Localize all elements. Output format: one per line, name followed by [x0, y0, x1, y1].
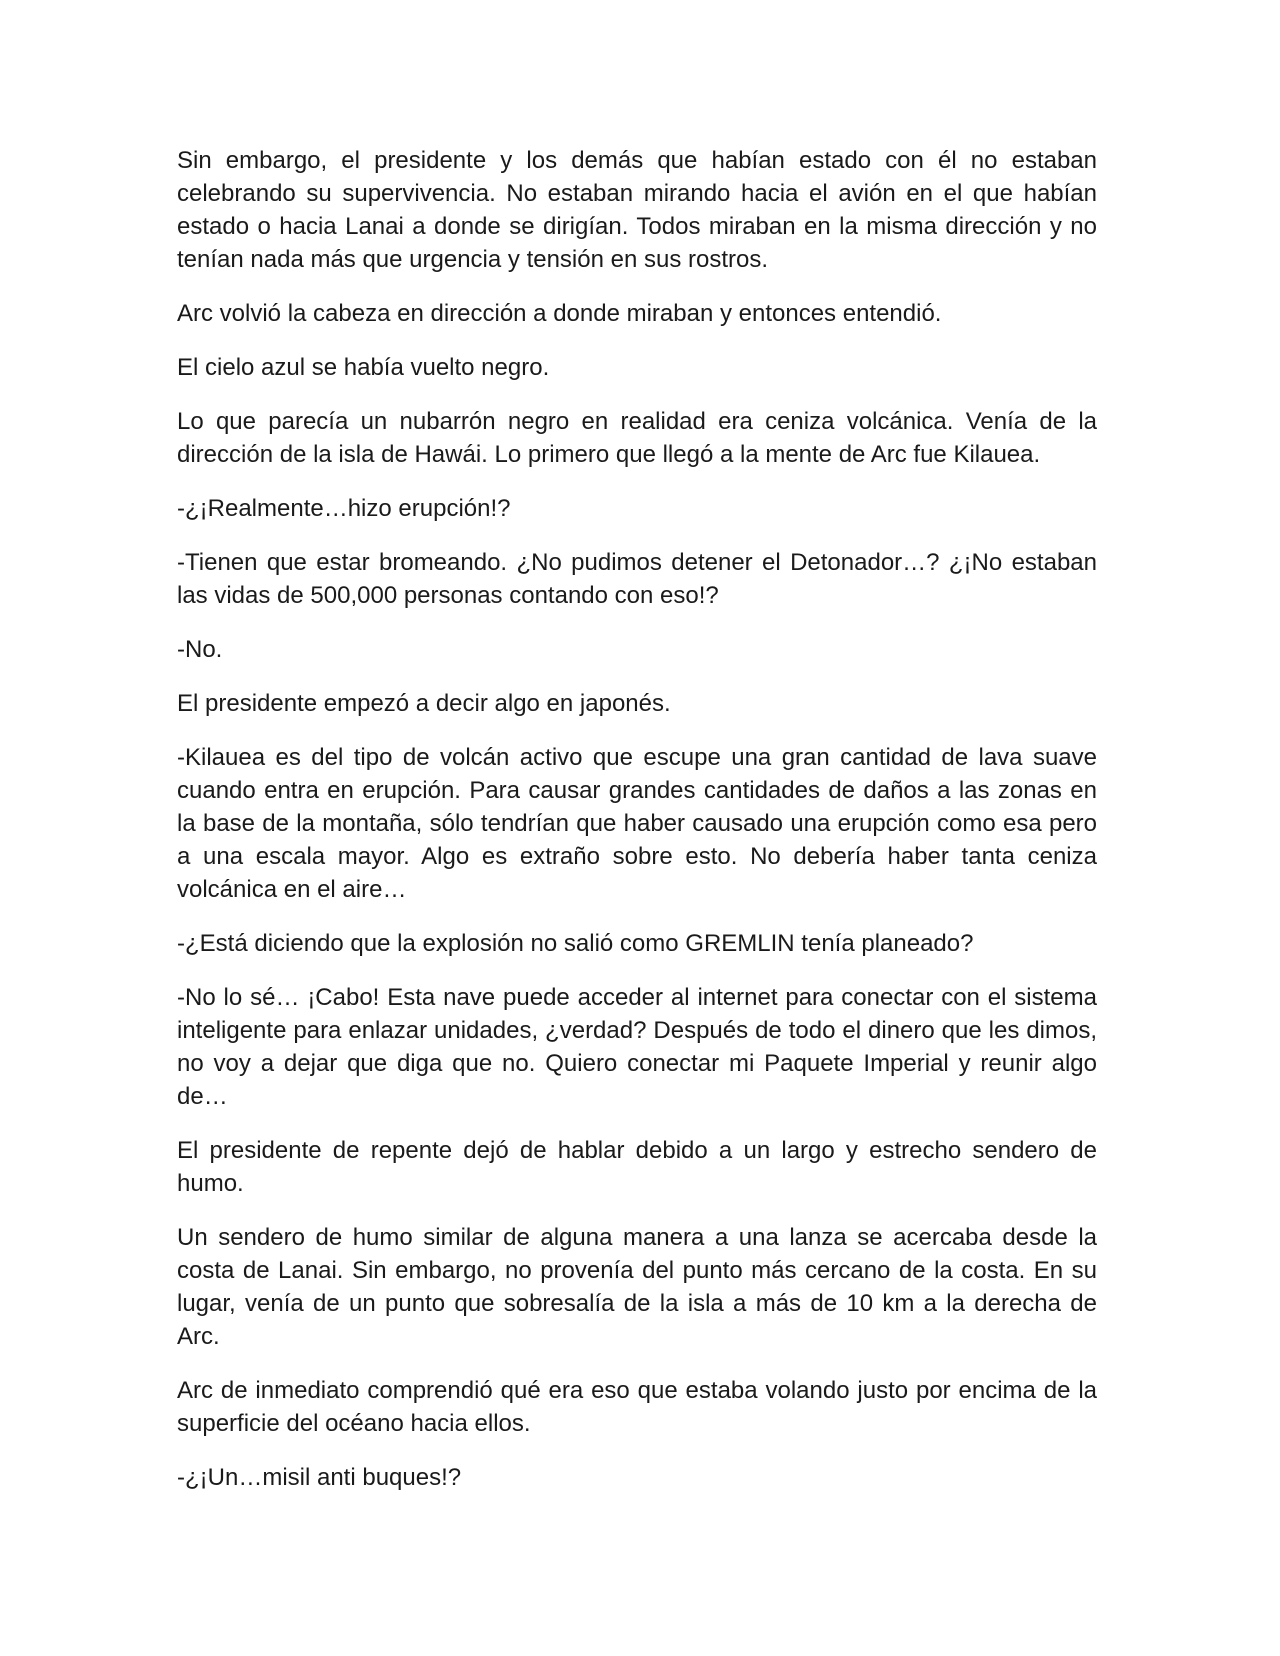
document-body: [177, 144, 1097, 1515]
paragraph-12: El presidente de repente dejó de hablar debido a un largo y estrecho sendero de humo.: [177, 1137, 1097, 1197]
paragraph-4: Lo que parecía un nubarrón negro en realidad era ceniza volcánica. Venía de la dirección de la isla de Hawái. Lo primero que llegó a la mente de Arc fue Kilauea.: [177, 408, 1097, 468]
paragraph-5: -¿¡Realmente…hizo erupción!?: [177, 495, 511, 522]
paragraph-3: El cielo azul se había vuelto negro.: [177, 354, 550, 381]
paragraph-10: -¿Está diciendo que la explosión no salió como GREMLIN tenía planeado?: [177, 930, 974, 957]
paragraph-9: -Kilauea es del tipo de volcán activo que escupe una gran cantidad de lava suave cuando entra en erupción. Para causar grandes cantidades de daños a las zonas en la base de la montaña, sólo tendrían que haber causado una erupción como esa pero a una escala mayor. Algo es extraño sobre esto. No debería haber tanta ceniza volcánica en el aire…: [177, 744, 1097, 903]
paragraph-15: -¿¡Un…misil anti buques!?: [177, 1464, 462, 1491]
paragraph-11: -No lo sé… ¡Cabo! Esta nave puede acceder al internet para conectar con el sistema inteligente para enlazar unidades, ¿verdad? Después de todo el dinero que les dimos, no voy a dejar que diga que no. Quiero conectar mi Paquete Imperial y reunir algo de…: [177, 984, 1097, 1110]
paragraph-8: El presidente empezó a decir algo en japonés.: [177, 690, 671, 717]
paragraph-6: -Tienen que estar bromeando. ¿No pudimos detener el Detonador…? ¿¡No estaban las vidas de 500,000 personas contando con eso!?: [177, 549, 1097, 609]
paragraph-14: Arc de inmediato comprendió qué era eso que estaba volando justo por encima de la superficie del océano hacia ellos.: [177, 1377, 1097, 1437]
paragraph-1: Sin embargo, el presidente y los demás que habían estado con él no estaban celebrando su supervivencia. No estaban mirando hacia el avión en el que habían estado o hacia Lanai a donde se dirigían. Todos miraban en la misma dirección y no tenían nada más que urgencia y tensión en sus rostros.: [177, 147, 1097, 273]
paragraph-7: -No.: [177, 636, 223, 663]
paragraph-2: Arc volvió la cabeza en dirección a donde miraban y entonces entendió.: [177, 300, 942, 327]
paragraph-13: Un sendero de humo similar de alguna manera a una lanza se acercaba desde la costa de Lanai. Sin embargo, no provenía del punto más cercano de la costa. En su lugar, venía de un punto que sobresalía de la isla a más de 10 km a la derecha de Arc.: [177, 1224, 1097, 1350]
